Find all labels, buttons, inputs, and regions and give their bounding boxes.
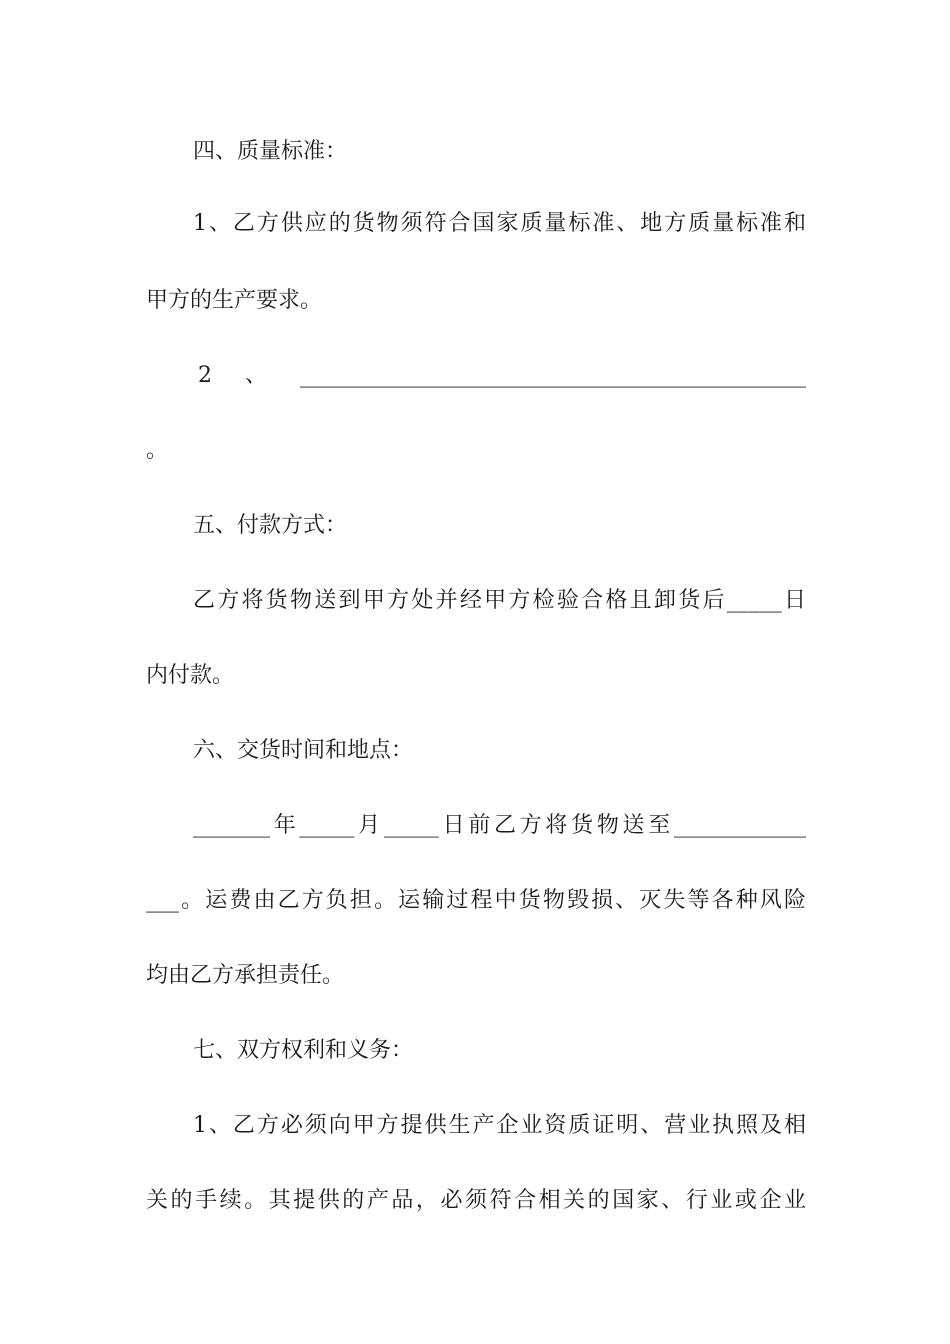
section-heading-quality: 四、质量标准： (193, 139, 348, 164)
paragraph-line: 关的手续。其提供的产品，必须符合相关的国家、行业或企业 (146, 1188, 806, 1213)
paragraph-line: 1、乙方供应的货物须符合国家质量标准、地方质量标准和 (193, 211, 806, 236)
paragraph-line: 1、乙方必须向甲方提供生产企业资质证明、营业执照及相 (193, 1113, 806, 1138)
section-heading-rights: 七、双方权利和义务： (193, 1038, 414, 1063)
paragraph-line: 均由乙方承担责任。 (146, 963, 345, 988)
paragraph-line: 。 (146, 438, 169, 463)
section-heading-payment: 五、付款方式： (193, 513, 348, 538)
section-heading-delivery: 六、交货时间和地点： (193, 738, 414, 763)
paragraph-line: 甲方的生产要求。 (146, 288, 323, 313)
paragraph-line: 内付款。 (146, 663, 235, 688)
paragraph-line: 乙方将货物送到甲方处并经甲方检验合格且卸货后_____日 (193, 588, 806, 613)
paragraph-line: ___。运费由乙方负担。运输过程中货物毁损、灭失等各种风险 (146, 888, 806, 913)
paragraph-line: _______年_____月_____日前乙方将货物送至____________ (193, 813, 806, 838)
paragraph-line-blank: 2、______________________________________________ (198, 363, 806, 388)
